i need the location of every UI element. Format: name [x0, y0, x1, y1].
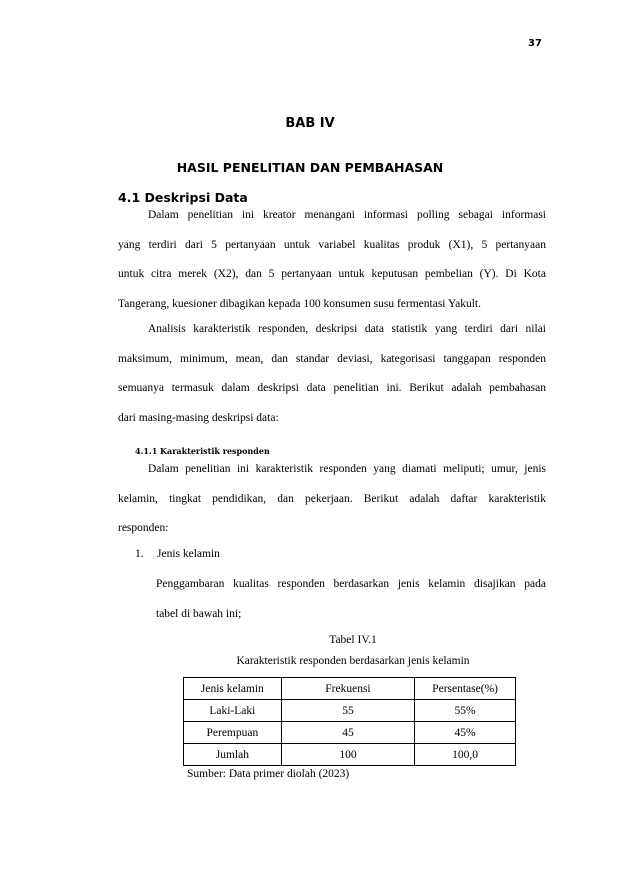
table-cell: Jumlah [184, 744, 282, 766]
table-header-cell: Persentase(%) [415, 678, 516, 700]
data-table [183, 677, 516, 766]
paragraph-line: tabel di bawah ini; [156, 607, 242, 620]
paragraph-line: Tangerang, kuesioner dibagikan kepada 100 konsumen susu fermentasi Yakult. [118, 297, 481, 310]
subsection-heading: 4.1.1 Karakteristik responden [135, 446, 270, 456]
paragraph-line: kelamin, tingkat pendidikan, dan pekerjaan. Berikut adalah daftar karakteristik [118, 492, 546, 505]
table-caption: Tabel IV.1 [329, 634, 377, 646]
table-cell: 55% [415, 700, 516, 722]
paragraph-line: dari masing-masing deskripsi data: [118, 411, 279, 424]
list-item-label: Jenis kelamin [157, 548, 220, 560]
paragraph-line: Dalam penelitian ini kreator menangani informasi polling sebagai informasi [148, 209, 546, 221]
table-header-row [184, 678, 516, 700]
table-cell: Perempuan [184, 722, 282, 744]
section-paragraph-2 [118, 315, 546, 433]
paragraph-line: maksimum, minimum, mean, dan standar deviasi, kategorisasi tanggapan responden [118, 352, 546, 365]
paragraph-line: responden: [118, 522, 169, 534]
section-heading: 4.1 Deskripsi Data [118, 190, 248, 205]
paragraph-line: semuanya termasuk dalam deskripsi data penelitian ini. Berikut adalah pembahasan [118, 382, 546, 394]
table-row [184, 744, 516, 766]
table-header-cell: Frekuensi [281, 678, 414, 700]
table-cell: Laki-Laki [184, 700, 282, 722]
table-source: Sumber: Data primer diolah (2023) [187, 768, 350, 780]
table-title: Karakteristik responden berdasarkan jenis kelamin [236, 655, 470, 667]
list-item-paragraph [156, 570, 546, 629]
paragraph-line: untuk citra merek (X2), dan 5 pertanyaan untuk keputusan pembelian (Y). Di Kota [118, 268, 546, 280]
table-row [184, 722, 516, 744]
list-item-number: 1. [135, 548, 144, 560]
table-cell: 45 [281, 722, 414, 744]
table-cell: 55 [281, 700, 414, 722]
table-cell: 100 [281, 744, 414, 766]
table-cell: 45% [415, 722, 516, 744]
table-header-cell: Jenis kelamin [184, 678, 282, 700]
paragraph-line: Dalam penelitian ini karakteristik responden yang diamati meliputi; umur, jenis [148, 463, 546, 475]
subsection-paragraph [118, 455, 546, 544]
paragraph-line: Penggambaran kualitas responden berdasarkan jenis kelamin disajikan pada [156, 578, 546, 590]
table-cell: 100,0 [415, 744, 516, 766]
paragraph-line: Analisis karakteristik responden, deskripsi data statistik yang terdiri dari nilai [148, 323, 546, 335]
chapter-title: HASIL PENELITIAN DAN PEMBAHASAN [176, 160, 444, 175]
table-row [184, 700, 516, 722]
chapter-heading: BAB IV [285, 116, 335, 131]
section-paragraph-1 [118, 201, 546, 319]
page-number: 37 [528, 38, 542, 49]
paragraph-line: yang terdiri dari 5 pertanyaan untuk variabel kualitas produk (X1), 5 pertanyaan [118, 238, 546, 251]
list-item [135, 548, 220, 560]
